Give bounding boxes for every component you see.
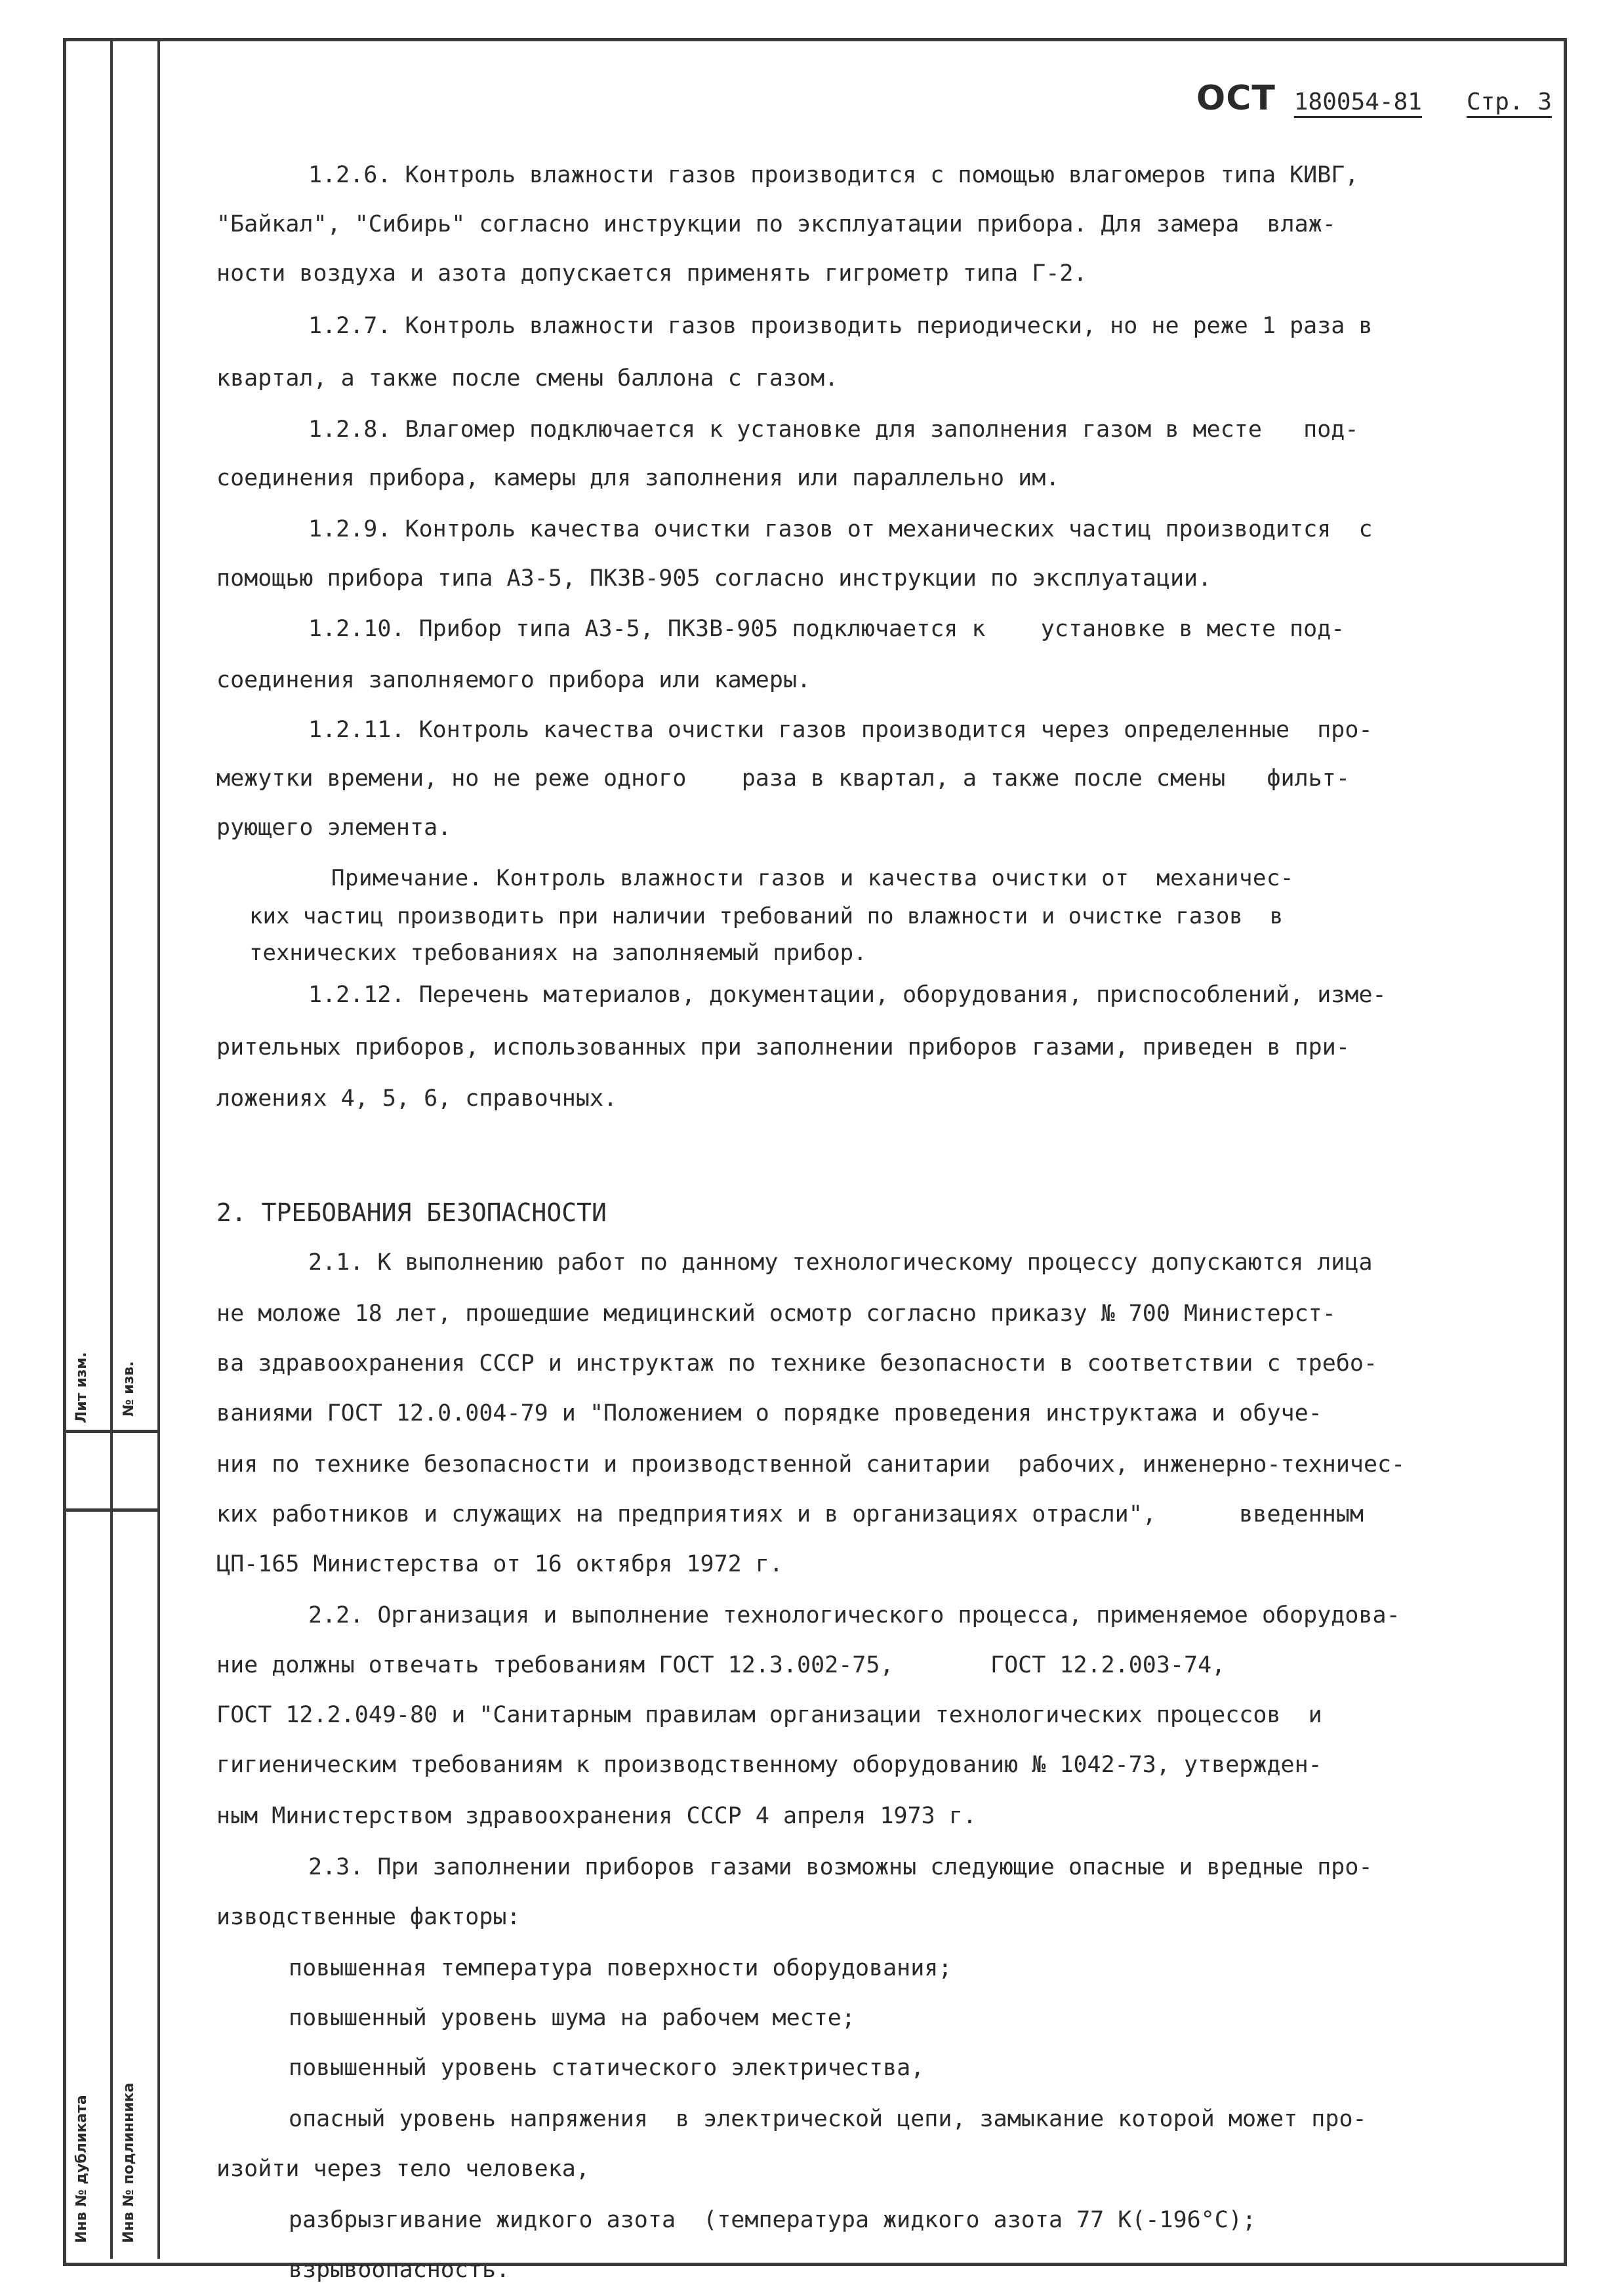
text-line: гигиеническим требованиям к производственному оборудованию № 1042-73, утвержден- xyxy=(216,1752,1322,1778)
section-heading: 2. ТРЕБОВАНИЯ БЕЗОПАСНОСТИ xyxy=(216,1198,607,1227)
text-line: ности воздуха и азота допускается применять гигрометр типа Г-2. xyxy=(216,260,1087,287)
text-line: рующего элемента. xyxy=(216,815,452,841)
note-line: технических требованиях на заполняемый прибор. xyxy=(249,940,867,966)
text-line: ным Министерством здравоохранения СССР 4 апреля 1973 г. xyxy=(216,1803,977,1829)
text-line: ва здравоохранения СССР и инструктаж по технике безопасности в соответствии с требо- xyxy=(216,1350,1378,1377)
text-line: 2.3. При заполнении приборов газами возможны следующие опасные и вредные про- xyxy=(308,1854,1373,1880)
margin-label-inv-dubl: Инв № дубликата xyxy=(73,2095,90,2243)
margin-strip-outer xyxy=(66,41,113,2259)
list-item: опасный уровень напряжения в электрической цепи, замыкание которой может про- xyxy=(289,2106,1367,2132)
text-line: ние должны отвечать требованиям ГОСТ 12.3.002-75, ГОСТ 12.2.003-74, xyxy=(216,1652,1226,1678)
text-line: квартал, а также после смены баллона с газом. xyxy=(216,365,839,392)
note-line: ких частиц производить при наличии требований по влажности и очистке газов в xyxy=(249,903,1284,929)
text-line: межутки времени, но не реже одного раза в квартал, а также после смены фильт- xyxy=(216,765,1350,792)
text-line: ния по технике безопасности и производственной санитарии рабочих, инженерно-техничес- xyxy=(216,1451,1406,1478)
note-line: Примечание. Контроль влажности газов и качества очистки от механичес- xyxy=(331,865,1294,891)
margin-label-no-izv: № изв. xyxy=(121,1361,137,1417)
list-item: повышенный уровень статического электричества, xyxy=(289,2055,925,2081)
text-line: ЦП-165 Министерства от 16 октября 1972 г. xyxy=(216,1551,783,1577)
margin-divider xyxy=(66,1430,160,1433)
list-item: повышенная температура поверхности оборудования; xyxy=(289,1955,952,1981)
text-line: ГОСТ 12.2.049-80 и "Санитарным правилам организации технологических процессов и xyxy=(216,1702,1322,1728)
margin-divider xyxy=(66,1508,160,1512)
text-line: ложениях 4, 5, 6, справочных. xyxy=(216,1085,618,1112)
text-line: 1.2.8. Влагомер подключается к установке для заполнения газом в месте под- xyxy=(308,416,1359,443)
text-line: 1.2.10. Прибор типа АЗ-5, ПКЗВ-905 подключается к установке в месте под- xyxy=(308,616,1345,642)
page-header xyxy=(1196,79,1552,118)
text-line: 1.2.6. Контроль влажности газов производится с помощью влагомеров типа КИВГ, xyxy=(308,162,1359,188)
page-number: Стр. 3 xyxy=(1466,89,1552,115)
text-line: соединения заполняемого прибора или камеры. xyxy=(216,667,811,693)
list-item: повышенный уровень шума на рабочем месте; xyxy=(289,2005,855,2031)
text-line: рительных приборов, использованных при заполнении приборов газами, приведен в при- xyxy=(216,1034,1350,1061)
text-line: 1.2.9. Контроль качества очистки газов от механических частиц производится с xyxy=(308,516,1373,542)
list-item: взрывоопасность. xyxy=(289,2257,510,2283)
document-number: 180054-81 xyxy=(1293,89,1422,115)
margin-strip-inner xyxy=(113,41,160,2259)
list-item: разбрызгивание жидкого азота (температура жидкого азота 77 К(-196°С); xyxy=(289,2207,1257,2233)
text-line: 2.2. Организация и выполнение технологического процесса, применяемое оборудова- xyxy=(308,1602,1400,1628)
text-line: 2.1. К выполнению работ по данному технологическому процессу допускаются лица xyxy=(308,1249,1373,1276)
text-line: 1.2.7. Контроль влажности газов производить периодически, но не реже 1 раза в xyxy=(308,313,1373,339)
text-line: изводственные факторы: xyxy=(216,1904,521,1930)
text-line: не моложе 18 лет, прошедшие медицинский осмотр согласно приказу № 700 Министерст- xyxy=(216,1301,1336,1327)
margin-label-lit-izm: Лит изм. xyxy=(73,1352,90,1423)
text-line: помощью прибора типа АЗ-5, ПКЗВ-905 согласно инструкции по эксплуатации. xyxy=(216,565,1212,592)
ost-mark: ОСТ xyxy=(1196,79,1276,118)
text-line: 1.2.11. Контроль качества очистки газов производится через определенные про- xyxy=(308,717,1373,743)
text-line: ваниями ГОСТ 12.0.004-79 и "Положением о порядке проведения инструктажа и обуче- xyxy=(216,1400,1322,1426)
text-line: ких работников и служащих на предприятиях и в организациях отрасли", введенным xyxy=(216,1501,1364,1527)
margin-label-inv-podl: Инв № подлинника xyxy=(121,2082,137,2243)
text-line: 1.2.12. Перечень материалов, документации, оборудования, приспособлений, изме- xyxy=(308,982,1387,1008)
text-line: соединения прибора, камеры для заполнения или параллельно им. xyxy=(216,465,1060,491)
text-line: "Байкал", "Сибирь" согласно инструкции по эксплуатации прибора. Для замера влаж- xyxy=(216,211,1336,237)
list-item: изойти через тело человека, xyxy=(216,2156,590,2182)
